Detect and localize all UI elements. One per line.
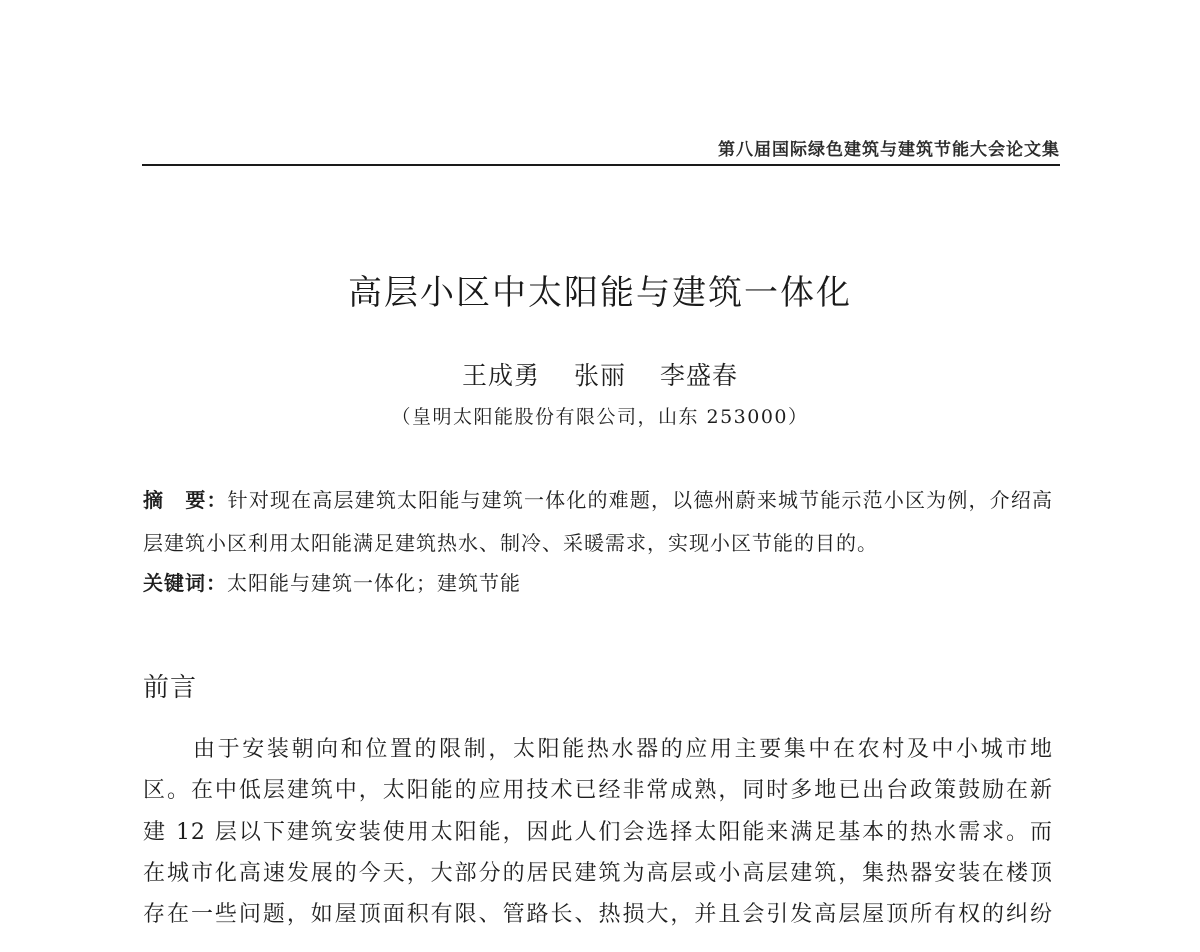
section-heading: 前言	[143, 673, 198, 703]
running-header: 第八届国际绿色建筑与建筑节能大会论文集	[718, 140, 1060, 160]
paper-title: 高层小区中太阳能与建筑一体化	[348, 273, 852, 313]
paragraph-line: 存在一些问题，如屋顶面积有限、管路长、热损大，并且会引发高层屋顶所有权的纠纷	[143, 902, 1053, 928]
paragraph-line: 在城市化高速发展的今天，大部分的居民建筑为高层或小高层建筑，集热器安装在楼顶	[143, 860, 1053, 886]
author-list	[0, 358, 1200, 394]
keywords	[143, 568, 1053, 598]
affiliation: （皇明太阳能股份有限公司，山东 253000）	[391, 406, 809, 428]
paragraph-line: 区。在中低层建筑中，太阳能的应用技术已经非常成熟，同时多地已出台政策鼓励在新	[143, 778, 1053, 804]
abstract-label: 摘 要：	[143, 488, 228, 512]
abstract-text: 针对现在高层建筑太阳能与建筑一体化的难题，以德州蔚来城节能示范小区为例，介绍高	[227, 488, 1053, 512]
paragraph-line: 建 12 层以下建筑安装使用太阳能，因此人们会选择太阳能来满足基本的热水需求。而	[143, 819, 1053, 845]
author-name: 张丽	[573, 361, 626, 390]
abstract-text: 层建筑小区利用太阳能满足建筑热水、制冷、采暖需求，实现小区节能的目的。	[143, 531, 878, 555]
keywords-label: 关键词：	[143, 571, 227, 595]
abstract-line	[143, 485, 1053, 515]
author-name: 李盛春	[660, 361, 739, 390]
paragraph	[143, 729, 1053, 935]
abstract-line	[143, 528, 1053, 558]
header-rule	[142, 164, 1060, 166]
paragraph-line: 由于安装朝向和位置的限制，太阳能热水器的应用主要集中在农村及中小城市地	[193, 737, 1053, 762]
author-name: 王成勇	[461, 361, 540, 390]
keywords-text: 太阳能与建筑一体化；建筑节能	[227, 571, 521, 595]
